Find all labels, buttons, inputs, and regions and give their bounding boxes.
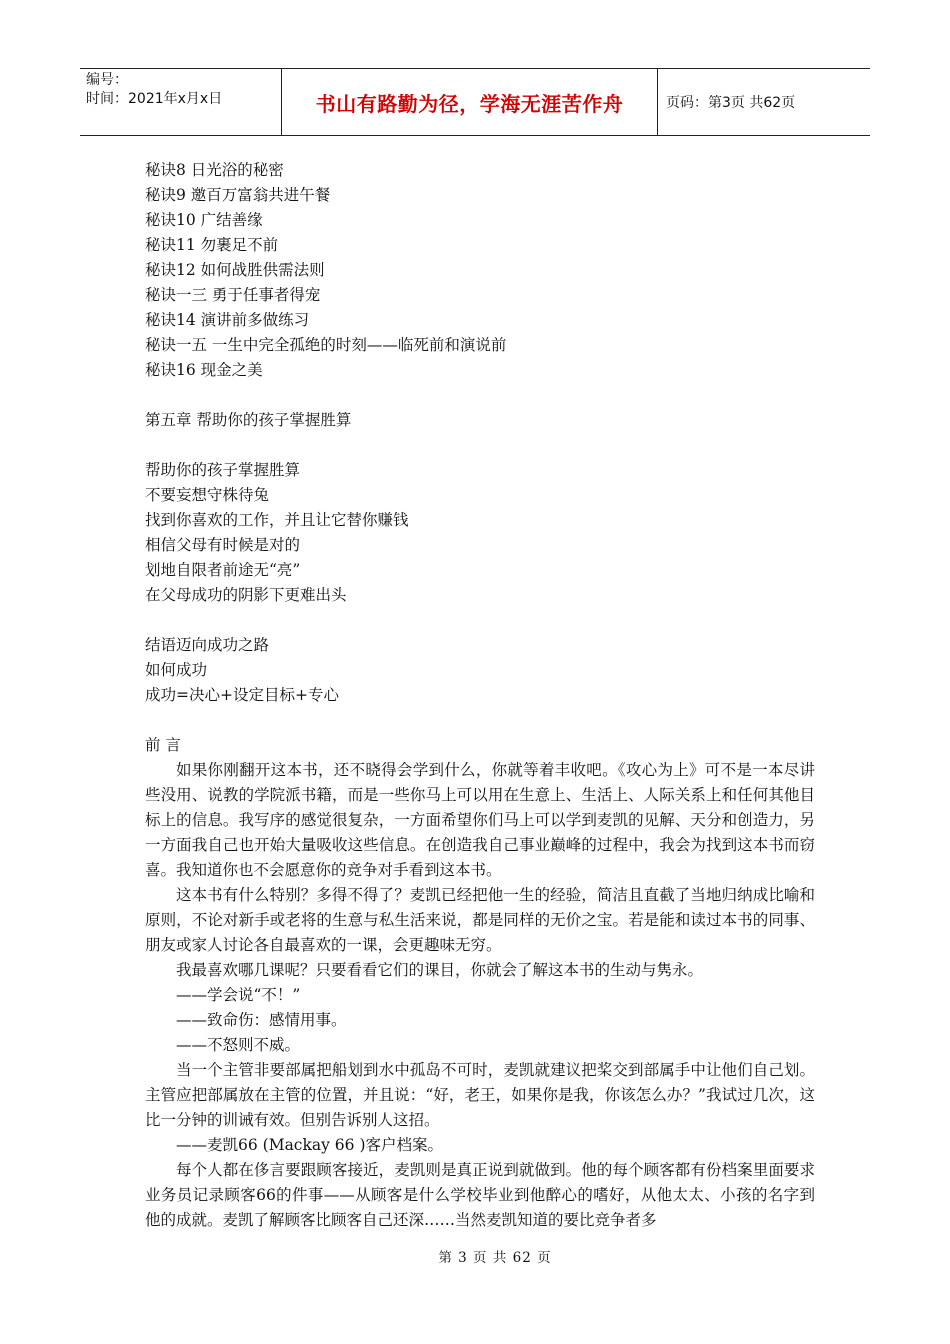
chapter5-list	[145, 458, 815, 608]
preface-paragraph: 当一个主管非要部属把船划到水中孤岛不可时，麦凯就建议把桨交到部属手中让他们自己划。主管应把部属放在主管的位置，并且说：“好，老王，如果你是我，你该怎么办？”我试过几次，这比一分钟的训诫有效。但别告诉别人这招。	[145, 1061, 815, 1129]
toc-item: 秘诀14 演讲前多做练习	[145, 311, 310, 329]
preface-title: 前 言	[145, 736, 181, 754]
chapter5-item: 帮助你的孩子掌握胜算	[145, 461, 301, 479]
chapter5-item: 划地自限者前途无“亮”	[145, 561, 301, 579]
conclusion-item: 结语迈向成功之路	[145, 636, 270, 654]
toc-item: 秘诀16 现金之美	[145, 361, 263, 379]
chapter5-item: 在父母成功的阴影下更难出头	[145, 586, 347, 604]
chapter5-item: 找到你喜欢的工作，并且让它替你赚钱	[145, 511, 409, 529]
preface-body	[145, 758, 815, 1233]
preface-quote: ——致命伤：感情用事。	[176, 1011, 347, 1029]
preface-quote: ——学会说“不！”	[176, 986, 301, 1004]
conclusion-item: 如何成功	[145, 661, 208, 679]
chapter5-title: 第五章 帮助你的孩子掌握胜算	[145, 411, 352, 429]
page-footer: 第 3 页 共 62 页	[438, 1250, 552, 1266]
preface-paragraph: 这本书有什么特别？多得不得了？麦凯已经把他一生的经验，简洁且直截了当地归纳成比喻和原则，不论对新手或老将的生意与私生活来说，都是同样的无价之宝。若是能和读过本书的同事、朋友或家人讨论各自最喜欢的一课，会更趣味无穷。	[145, 886, 815, 954]
header-table	[80, 68, 870, 136]
header-motto: 书山有路勤为径，学海无涯苦作舟	[282, 69, 658, 135]
time-label: 时间：2021年x月x日	[86, 91, 223, 107]
document-body	[145, 158, 815, 1233]
toc-item: 秘诀9 邀百万富翁共进午餐	[145, 186, 331, 204]
conclusion-item: 成功=决心+设定目标+专心	[145, 686, 339, 704]
number-label: 编号：	[86, 72, 128, 88]
header-page-info: 页码：第3页 共62页	[666, 95, 796, 111]
preface-quote: ——麦凯66 (Mackay 66 )客户档案。	[176, 1136, 444, 1154]
header-left-cell	[80, 69, 282, 135]
chapter5-item: 不要妄想守株待兔	[145, 486, 270, 504]
preface-paragraph: 如果你刚翻开这本书，还不晓得会学到什么，你就等着丰收吧。《攻心为上》可不是一本尽讲些没用、说教的学院派书籍，而是一些你马上可以用在生意上、生活上、人际关系上和任何其他目标上的信息。我写序的感觉很复杂，一方面希望你们马上可以学到麦凯的见解、天分和创造力，另一方面我自己也开始大量吸收这些信息。在创造我自己事业巅峰的过程中，我会为找到这本书而窃喜。我知道你也不会愿意你的竞争对手看到这本书。	[145, 761, 815, 879]
toc-item: 秘诀一三 勇于任事者得宠	[145, 286, 321, 304]
toc-item: 秘诀12 如何战胜供需法则	[145, 261, 325, 279]
preface-paragraph: 每个人都在侈言要跟顾客接近，麦凯则是真正说到就做到。他的每个顾客都有份档案里面要求业务员记录顾客66的件事——从顾客是什么学校毕业到他醉心的嗜好，从他太太、小孩的名字到他的成就。麦凯了解顾客比顾客自己还深……当然麦凯知道的要比竞争者多	[145, 1161, 815, 1229]
toc-item: 秘诀11 勿裹足不前	[145, 236, 279, 254]
preface-quote: ——不怒则不威。	[176, 1036, 301, 1054]
toc-item: 秘诀8 日光浴的秘密	[145, 161, 284, 179]
chapter5-item: 相信父母有时候是对的	[145, 536, 301, 554]
conclusion-list	[145, 633, 815, 708]
toc-item: 秘诀10 广结善缘	[145, 211, 263, 229]
toc-item: 秘诀一五 一生中完全孤绝的时刻——临死前和演说前	[145, 336, 507, 354]
preface-paragraph: 我最喜欢哪几课呢？只要看看它们的课目，你就会了解这本书的生动与隽永。	[176, 961, 704, 979]
toc-list	[145, 158, 815, 383]
